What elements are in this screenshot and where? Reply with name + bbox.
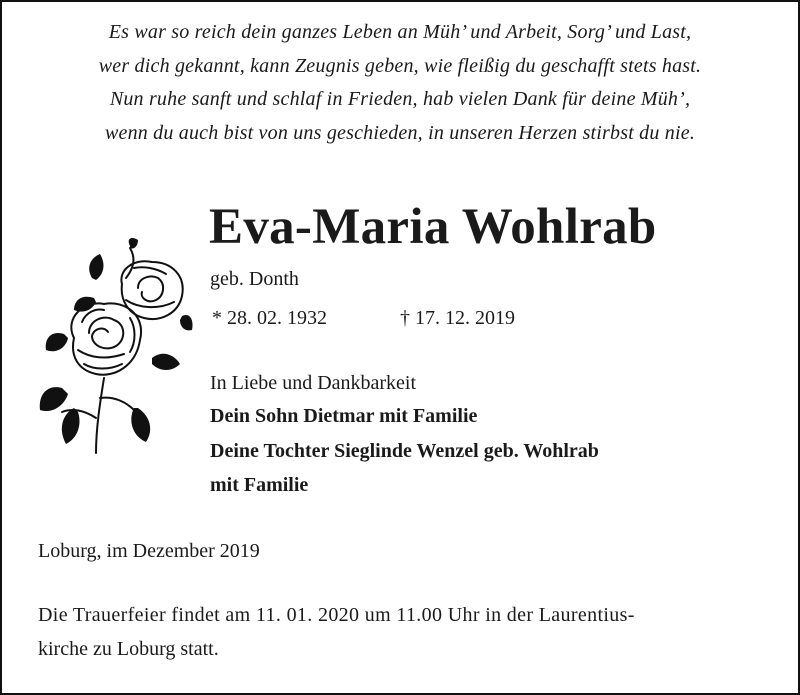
deceased-name: Eva-Maria Wohlrab — [209, 199, 657, 255]
death-date: † 17. 12. 2019 — [400, 307, 515, 329]
funeral-info-line: kirche zu Loburg statt. — [38, 638, 219, 660]
maiden-name: geb. Donth — [210, 268, 299, 290]
poem-line: Nun ruhe sanft und schlaf in Frieden, hab vielen Dank für deine Müh’, — [109, 88, 691, 110]
mourner-line: mit Familie — [210, 474, 309, 496]
rose-icon — [34, 238, 194, 458]
poem-line: wer dich gekannt, kann Zeugnis geben, wie fleißig du geschafft stets hast. — [98, 54, 702, 77]
poem-line: wenn du auch bist von uns geschieden, in unseren Herzen stirbst du nie. — [104, 121, 696, 144]
funeral-info-line: Die Trauerfeier findet am 11. 01. 2020 um 11.00 Uhr in der Laurentius- — [38, 604, 635, 626]
place-date: Loburg, im Dezember 2019 — [38, 540, 260, 562]
mourner-line: Dein Sohn Dietmar mit Familie — [210, 405, 478, 427]
mourners-intro: In Liebe und Dankbarkeit — [210, 372, 417, 394]
birth-date: * 28. 02. 1932 — [212, 307, 327, 329]
poem-line: Es war so reich dein ganzes Leben an Müh’ und Arbeit, Sorg’ und Last, — [108, 21, 692, 43]
mourner-line: Deine Tochter Sieglinde Wenzel geb. Wohlrab — [210, 440, 599, 462]
poem — [2, 16, 798, 150]
